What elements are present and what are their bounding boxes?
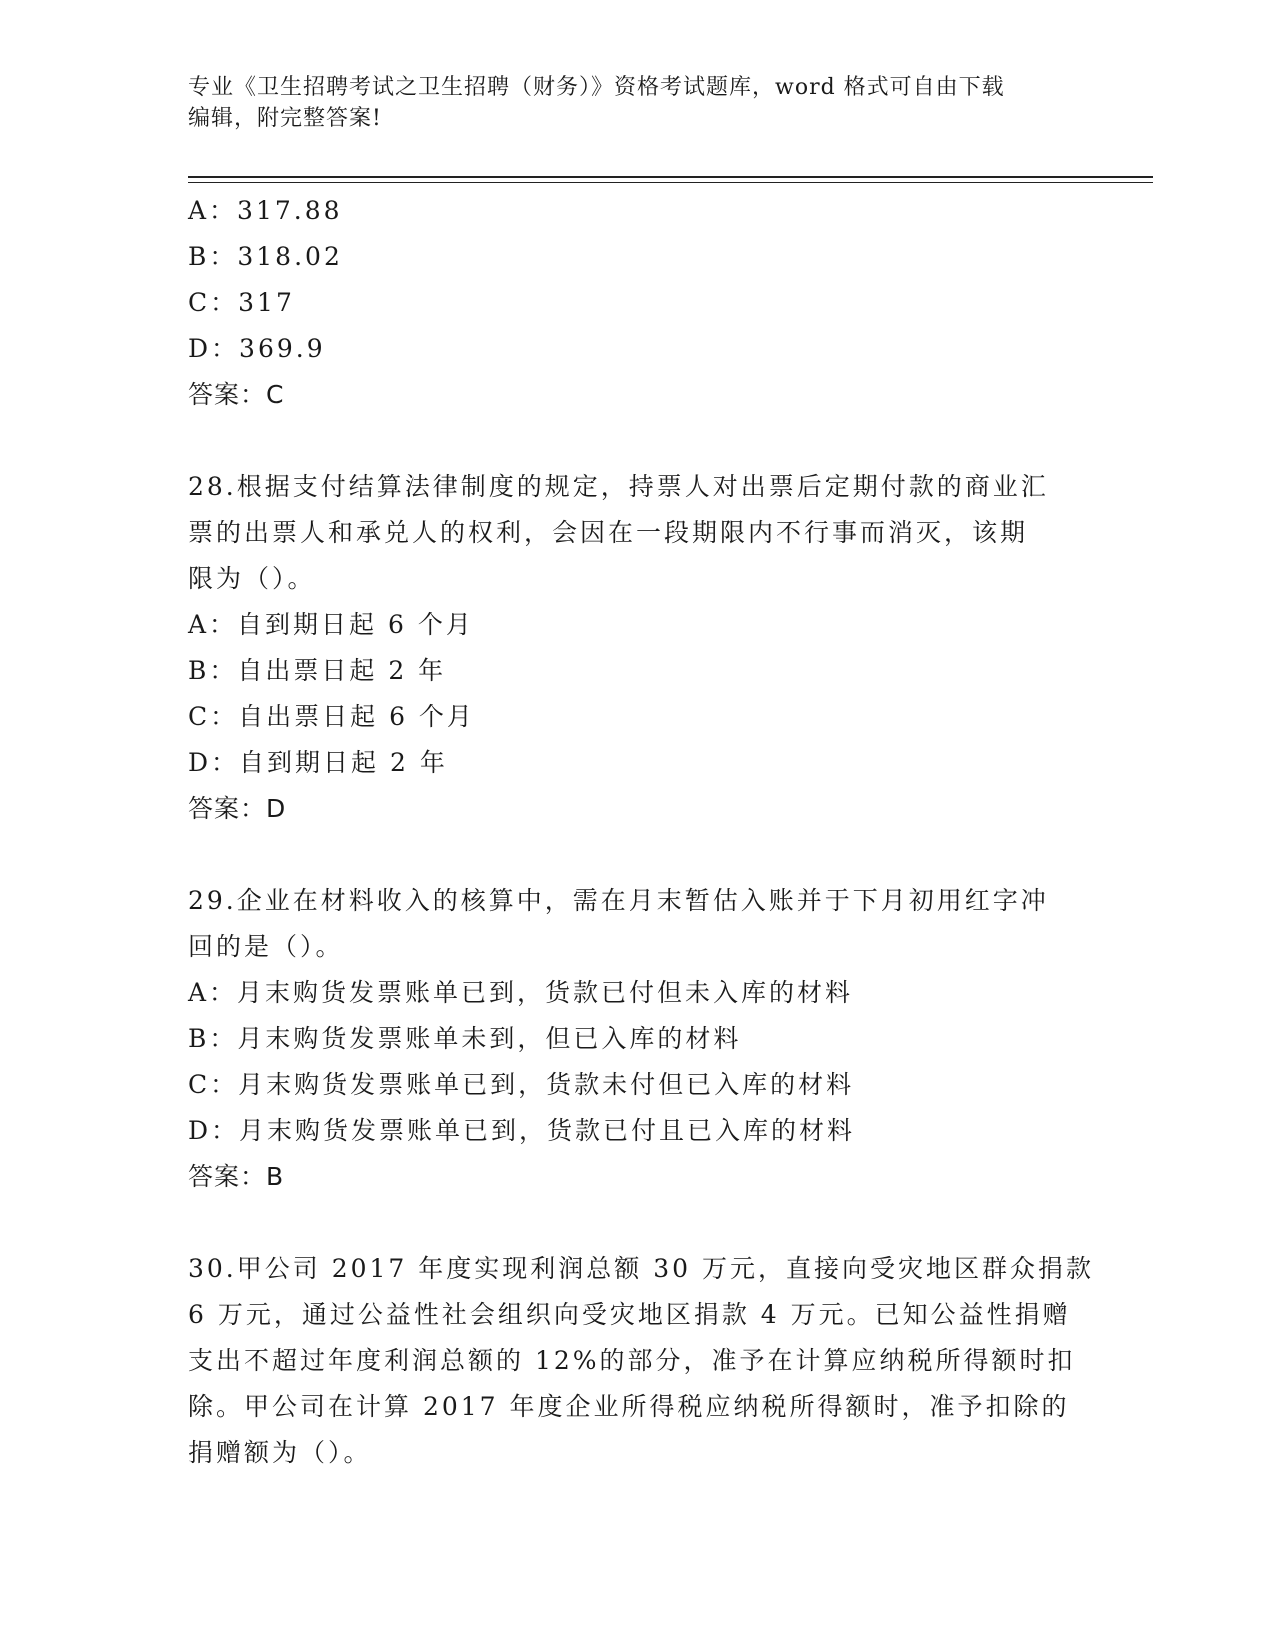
option-d: D：自到期日起 2 年 xyxy=(188,748,448,777)
question-stem-line: 6 万元，通过公益性社会组织向受灾地区捐款 4 万元。已知公益性捐赠 xyxy=(188,1300,1071,1329)
page-header xyxy=(188,72,1068,134)
question-stem-line: 捐赠额为（）。 xyxy=(188,1438,372,1467)
question-content xyxy=(188,188,1094,1476)
option-a: A：自到期日起 6 个月 xyxy=(188,610,474,639)
question-stem-line: 票的出票人和承兑人的权利，会因在一段期限内不行事而消灭，该期 xyxy=(188,518,1029,547)
question-stem-line: 28.根据支付结算法律制度的规定，持票人对出票后定期付款的商业汇 xyxy=(188,472,1049,501)
option-c: C：自出票日起 6 个月 xyxy=(188,702,475,731)
answer-line: 答案：B xyxy=(188,1162,285,1191)
question-stem-line: 30.甲公司 2017 年度实现利润总额 30 万元，直接向受灾地区群众捐款 xyxy=(188,1254,1094,1283)
option-a: A：月末购货发票账单已到，货款已付但未入库的材料 xyxy=(188,978,854,1007)
spacer xyxy=(188,832,1068,878)
question-30 xyxy=(188,1246,1094,1476)
question-29 xyxy=(188,878,1068,1200)
question-28 xyxy=(188,464,1068,832)
option-b: B：月末购货发票账单未到，但已入库的材料 xyxy=(188,1024,742,1053)
header-divider-thin xyxy=(188,182,1153,183)
question-stem-line: 回的是（）。 xyxy=(188,932,344,961)
option-c: C：317 xyxy=(188,288,295,317)
option-b: B：自出票日起 2 年 xyxy=(188,656,447,685)
question-stem-line: 支出不超过年度利润总额的 12%的部分，准予在计算应纳税所得额时扣 xyxy=(188,1346,1076,1375)
header-line-1: 专业《卫生招聘考试之卫生招聘（财务）》资格考试题库，word 格式可自由下载 xyxy=(188,75,1005,100)
option-c: C：月末购货发票账单已到，货款未付但已入库的材料 xyxy=(188,1070,855,1099)
option-d: D：月末购货发票账单已到，货款已付且已入库的材料 xyxy=(188,1116,856,1145)
header-divider-thick xyxy=(188,176,1153,178)
question-stem-line: 限为（）。 xyxy=(188,564,316,593)
question-27 xyxy=(188,188,1068,418)
header-line-2: 编辑，附完整答案! xyxy=(188,106,382,131)
option-b: B：318.02 xyxy=(188,242,343,271)
question-stem-line: 29.企业在材料收入的核算中，需在月末暂估入账并于下月初用红字冲 xyxy=(188,886,1049,915)
answer-line: 答案：D xyxy=(188,794,287,823)
question-stem-line: 除。甲公司在计算 2017 年度企业所得税应纳税所得额时，准予扣除的 xyxy=(188,1392,1070,1421)
answer-line: 答案：C xyxy=(188,380,285,409)
option-a: A：317.88 xyxy=(188,196,343,225)
option-d: D：369.9 xyxy=(188,334,326,363)
spacer xyxy=(188,418,1068,464)
spacer xyxy=(188,1200,1068,1246)
